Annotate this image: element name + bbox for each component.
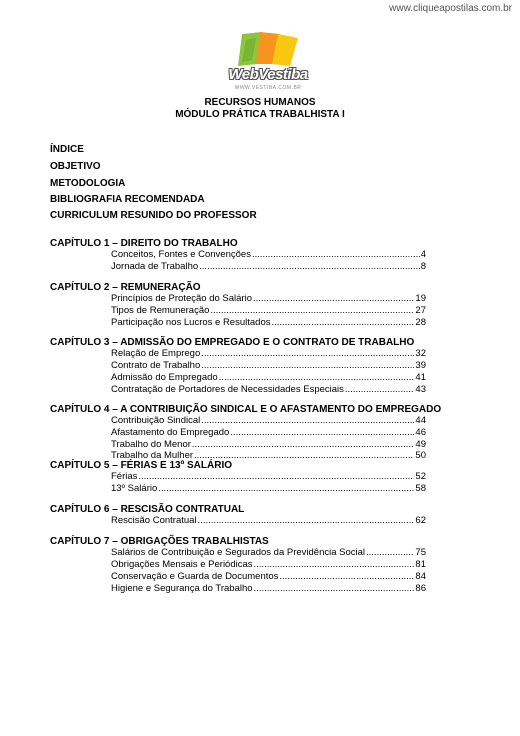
toc-entry-page: 19 (415, 293, 426, 304)
toc-entry (111, 372, 426, 384)
toc-entry-label: Férias (111, 471, 138, 482)
toc-entry (111, 547, 426, 559)
toc-entry-page: 58 (415, 483, 426, 494)
toc-entry-page: 52 (415, 471, 426, 482)
toc-entry-label: Conceitos, Fontes e Convenções (111, 249, 251, 260)
document-subtitle: MÓDULO PRÁTICA TRABALHISTA I (175, 109, 345, 120)
toc-entry-page: 49 (415, 439, 426, 450)
toc-entry-label: Trabalho da Mulher (111, 450, 194, 461)
toc-entry (111, 348, 426, 360)
toc-entry-label: Participação nos Lucros e Resultados (111, 317, 271, 328)
toc-entry (111, 261, 426, 273)
toc-entry-page: 46 (415, 427, 426, 438)
toc-entry (111, 571, 426, 583)
toc-entry-label: Conservação e Guarda de Documentos (111, 571, 279, 582)
chapter-heading: CAPÍTULO 7 – OBRIGAÇÕES TRABALHISTAS (50, 536, 269, 547)
toc-entry-page: 8 (420, 261, 426, 272)
front-matter-item: METODOLOGIA (50, 178, 126, 189)
toc-entry-label: Jornada de Trabalho (111, 261, 199, 272)
logo-tagline: WWW.VESTIBA.COM.BR (234, 85, 302, 91)
toc-entry-page: 50 (415, 450, 426, 461)
chapter-heading: CAPÍTULO 4 – A CONTRIBUIÇÃO SINDICAL E O AFASTAMENTO DO EMPREGADO (50, 404, 442, 415)
toc-entry (111, 384, 426, 396)
toc-entry-label: Higiene e Segurança do Trabalho (111, 583, 253, 594)
site-watermark: www.cliqueapostilas.com.br (389, 3, 512, 14)
toc-entry-label: Relação de Emprego (111, 348, 201, 359)
document-title: RECURSOS HUMANOS (204, 97, 316, 108)
toc-entry (111, 583, 426, 595)
webvestiba-logo (222, 30, 314, 98)
toc-entry (111, 471, 426, 483)
toc-entry-label: Trabalho do Menor (111, 439, 191, 450)
toc-entry-page: 39 (415, 360, 426, 371)
chapter-heading: CAPÍTULO 5 – FÉRIAS E 13º SALÁRIO (50, 460, 233, 471)
toc-entry-label: Obrigações Mensais e Periódicas (111, 559, 253, 570)
chapter-heading: CAPÍTULO 3 – ADMISSÃO DO EMPREGADO E O CONTRATO DE TRABALHO (50, 337, 415, 348)
toc-entry-label: Contribuição Sindical (111, 415, 201, 426)
toc-entry-page: 4 (420, 249, 426, 260)
toc-entry-page: 81 (415, 559, 426, 570)
toc-entry-page: 75 (415, 547, 426, 558)
toc-entry (111, 427, 426, 439)
toc-entry-page: 41 (415, 372, 426, 383)
toc-entry (111, 515, 426, 527)
chapter-heading: CAPÍTULO 6 – RESCISÃO CONTRATUAL (50, 504, 245, 515)
chapter-heading: CAPÍTULO 2 – REMUNERAÇÃO (50, 282, 201, 293)
toc-entry-page: 32 (415, 348, 426, 359)
toc-entry-label: Salários de Contribuição e Segurados da Previdência Social (111, 547, 366, 558)
toc-entry-page: 62 (415, 515, 426, 526)
toc-entry-label: 13º Salário (111, 483, 158, 494)
toc-entry-label: Afastamento do Empregado (111, 427, 230, 438)
front-matter-item: OBJETIVO (50, 161, 101, 172)
toc-entry (111, 483, 426, 495)
toc-entry-page: 44 (415, 415, 426, 426)
toc-entry-label: Tipos de Remuneração (111, 305, 210, 316)
toc-entry (111, 305, 426, 317)
toc-entry-page: 28 (415, 317, 426, 328)
toc-entry-label: Admissão do Empregado (111, 372, 218, 383)
toc-entry (111, 317, 426, 329)
toc-entry (111, 559, 426, 571)
toc-entry (111, 249, 426, 261)
toc-entry-label: Rescisão Contratual (111, 515, 197, 526)
toc-entry-page: 84 (415, 571, 426, 582)
toc-entry-label: Contratação de Portadores de Necessidades Especiais (111, 384, 344, 395)
toc-entry-page: 43 (415, 384, 426, 395)
chapter-heading: CAPÍTULO 1 – DIREITO DO TRABALHO (50, 238, 238, 249)
logo-wordmark: WebVestiba (228, 66, 308, 83)
toc-entry-page: 27 (415, 305, 426, 316)
toc-entry-label: Contrato de Trabalho (111, 360, 201, 371)
toc-entry-label: Princípios de Proteção do Salário (111, 293, 252, 304)
toc-entry (111, 293, 426, 305)
toc-entry (111, 415, 426, 427)
toc-entry (111, 360, 426, 372)
front-matter-item: ÍNDICE (50, 144, 84, 155)
front-matter-item: BIBLIOGRAFIA RECOMENDADA (50, 194, 205, 205)
front-matter-item: CURRICULUM RESUNIDO DO PROFESSOR (50, 210, 257, 221)
toc-entry-page: 86 (415, 583, 426, 594)
